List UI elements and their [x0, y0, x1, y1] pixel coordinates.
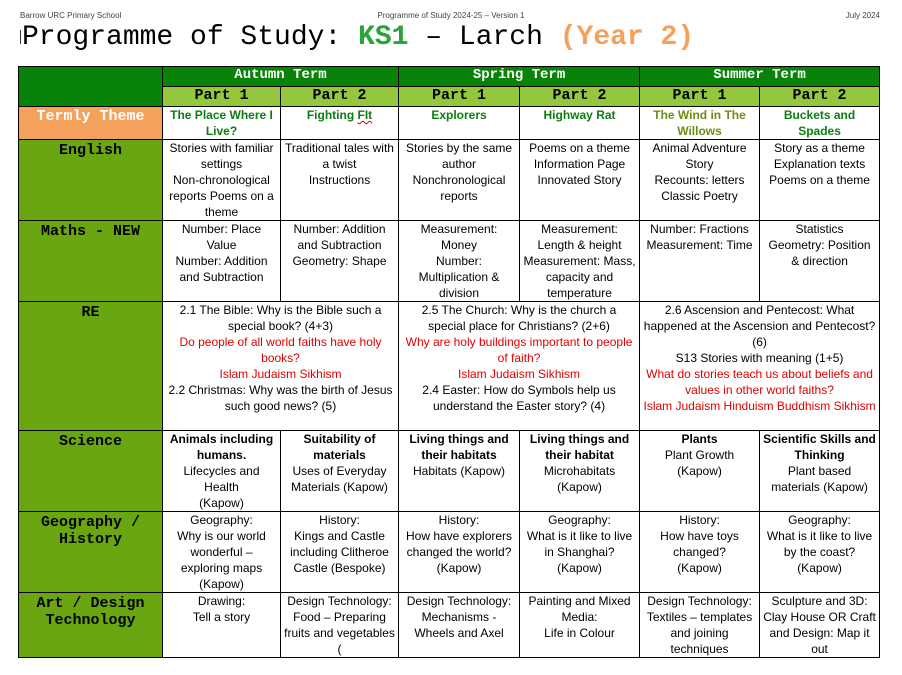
cell-line: Life in Colour	[544, 626, 615, 640]
cell-line: Measurement: Money	[420, 222, 498, 252]
cell-line: Why is our world wonderful – exploring maps	[177, 529, 266, 575]
theme-cell: The Place Where I Live?	[163, 107, 281, 140]
maths-cell	[163, 221, 281, 302]
cell-line: Recounts: letters	[654, 173, 745, 187]
cell-line: Instructions	[308, 173, 371, 187]
cell-line: Geography:	[548, 513, 611, 527]
autumn-term-header: Autumn Term	[163, 67, 399, 87]
text-cursor-icon	[20, 30, 21, 44]
part-header: Part 1	[640, 87, 760, 107]
science-cell	[520, 431, 640, 512]
maths-cell	[520, 221, 640, 302]
cell-line: Classic Poetry	[661, 189, 738, 203]
cell-line: Measurement: Time	[646, 238, 753, 252]
maths-cell	[399, 221, 520, 302]
cell-line: Kings and Castle including Clitheroe Castle (Bespoke)	[290, 529, 389, 575]
english-cell	[520, 140, 640, 221]
cell-line: Number: Addition and Subtraction	[175, 254, 268, 284]
cell-line: 2.1 The Bible: Why is the Bible such a special book? (4+3)	[179, 303, 382, 333]
cell-line: Non-chronological reports Poems on a theme	[169, 173, 274, 219]
theme-cell: Highway Rat	[520, 107, 640, 140]
theme-cell	[281, 107, 399, 140]
school-name: Barrow URC Primary School	[20, 11, 122, 20]
geography-history-cell	[520, 512, 640, 593]
cell-line: Islam Judaism Sikhism	[458, 367, 581, 381]
cell-line: (Kapow)	[557, 480, 602, 494]
cell-line: Design Technology: Mechanisms - Wheels and Axel	[406, 594, 512, 640]
theme-cell: Buckets and Spades	[760, 107, 880, 140]
art-design-row	[19, 593, 880, 658]
geography-history-cell	[163, 512, 281, 593]
part-header: Part 1	[163, 87, 281, 107]
english-cell	[281, 140, 399, 221]
cell-line: Islam Judaism Hinduism Buddhism Sikhism	[643, 399, 876, 413]
cell-line: Suitability of materials	[303, 432, 376, 462]
row-label-theme: Termly Theme	[19, 107, 163, 140]
cell-line: Painting and Mixed Media:	[528, 594, 631, 624]
cell-line: What is it like to live in Shanghai?	[526, 529, 633, 559]
cell-line: Design Technology: Textiles – templates and joining techniques	[646, 594, 753, 656]
science-cell	[281, 431, 399, 512]
summer-term-header: Summer Term	[640, 67, 880, 87]
science-cell	[760, 431, 880, 512]
title-year: (Year 2)	[559, 22, 695, 53]
cell-line: 2.6 Ascension and Pentecost: What happened at the Ascension and Pentecost? (6)	[643, 303, 876, 349]
cell-line: History:	[679, 513, 720, 527]
cell-line: Microhabitats	[543, 464, 616, 478]
cell-line: Living things and their habitat	[529, 432, 630, 462]
cell-line: Scientific Skills and Thinking	[763, 432, 876, 462]
row-label-art-design: Art / Design Technology	[19, 593, 163, 658]
re-row	[19, 302, 880, 431]
science-cell	[640, 431, 760, 512]
art-design-cell	[163, 593, 281, 658]
cell-line: 2.4 Easter: How do Symbols help us understand the Easter story? (4)	[422, 383, 616, 413]
row-label-science: Science	[19, 431, 163, 512]
geography-history-cell	[640, 512, 760, 593]
cell-line: Uses of Everyday Materials (Kapow)	[291, 464, 388, 494]
document-date: July 2024	[845, 11, 880, 20]
cell-line: Number: Multiplication & division	[418, 254, 500, 300]
cell-line: (Kapow)	[199, 577, 244, 591]
title-key-stage: KS1	[358, 22, 409, 53]
cell-line: Lifecycles and Health	[183, 464, 260, 494]
title-class: – Larch	[408, 22, 560, 53]
re-spring-cell	[399, 302, 640, 431]
cell-line: Information Page	[533, 157, 626, 171]
cell-line: (Kapow)	[557, 561, 602, 575]
cell-line: Plant based materials (Kapow)	[771, 464, 868, 494]
title-prefix: Programme of Study:	[22, 22, 359, 53]
cell-line: Geography:	[190, 513, 253, 527]
cell-line: Measurement: Length & height	[537, 222, 622, 252]
maths-cell	[760, 221, 880, 302]
row-label-maths: Maths - NEW	[19, 221, 163, 302]
re-summer-cell	[640, 302, 880, 431]
cell-line: What is it like to live by the coast?	[766, 529, 873, 559]
geography-history-cell	[281, 512, 399, 593]
cell-line: Statistics	[795, 222, 844, 236]
cell-line: History:	[319, 513, 360, 527]
theme-text: Fighting	[306, 108, 358, 122]
cell-line: How have toys changed?	[660, 529, 739, 559]
theme-cell: Explorers	[399, 107, 520, 140]
cell-line: Number: Addition and Subtraction	[293, 222, 386, 252]
cell-line: 2.2 Christmas: Why was the birth of Jesus such good news? (5)	[168, 383, 393, 413]
cell-line: Design Technology: Food – Preparing fruits and vegetables (	[284, 594, 395, 656]
cell-line: What do stories teach us about beliefs and values in other world faiths?	[646, 367, 873, 397]
cell-line: Geometry: Position & direction	[768, 238, 871, 268]
cell-line: Nonchronological reports	[412, 173, 506, 203]
cell-line: 2.5 The Church: Why is the church a special place for Christians? (2+6)	[421, 303, 617, 333]
cell-line: Measurement: Mass, capacity and temperature	[523, 254, 636, 300]
theme-misspelled-word: FIt	[357, 108, 373, 122]
cell-line: Stories with familiar settings	[169, 141, 274, 171]
cell-line: (Kapow)	[677, 464, 722, 478]
english-cell	[640, 140, 760, 221]
part-header: Part 2	[281, 87, 399, 107]
cell-line: (Kapow)	[677, 561, 722, 575]
page-title	[20, 21, 694, 55]
english-row	[19, 140, 880, 221]
maths-row	[19, 221, 880, 302]
re-autumn-cell	[163, 302, 399, 431]
cell-line: Traditional tales with a twist	[285, 141, 394, 171]
cell-line: (Kapow)	[436, 561, 482, 575]
cell-line: (Kapow)	[199, 496, 244, 510]
document-version: Programme of Study 2024-25 – Version 1	[377, 11, 525, 20]
theme-cell: The Wind in The Willows	[640, 107, 760, 140]
science-cell	[163, 431, 281, 512]
cell-line: Plants	[681, 432, 718, 446]
term-header-row	[19, 67, 880, 87]
cell-line: Why are holy buildings important to people of faith?	[405, 335, 633, 365]
cell-line: Innovated Story	[537, 173, 622, 187]
cell-line: How have explorers changed the world?	[405, 529, 513, 559]
geography-history-row	[19, 512, 880, 593]
row-label-english: English	[19, 140, 163, 221]
cell-line: Stories by the same author	[405, 141, 513, 171]
geography-history-cell	[399, 512, 520, 593]
cell-line: Animal Adventure Story	[652, 141, 747, 171]
art-design-cell	[640, 593, 760, 658]
spring-term-header: Spring Term	[399, 67, 640, 87]
science-row	[19, 431, 880, 512]
corner-cell	[19, 67, 163, 107]
science-cell	[399, 431, 520, 512]
cell-line: Geometry: Shape	[292, 254, 387, 268]
cell-line: Number: Fractions	[650, 222, 749, 236]
art-design-cell	[760, 593, 880, 658]
cell-line: Living things and their habitats	[409, 432, 509, 462]
cell-line: Animals including humans.	[169, 432, 274, 462]
cell-line: Number: Place Value	[181, 222, 262, 252]
english-cell	[163, 140, 281, 221]
cell-line: Do people of all world faiths have holy books?	[179, 335, 382, 365]
maths-cell	[640, 221, 760, 302]
programme-table	[18, 66, 880, 658]
part-header: Part 2	[520, 87, 640, 107]
cell-line: Poems on a theme	[769, 173, 870, 187]
cell-line: Story as a theme	[774, 141, 865, 155]
maths-cell	[281, 221, 399, 302]
cell-line: Geography:	[788, 513, 851, 527]
english-cell	[399, 140, 520, 221]
cell-line: (Kapow)	[797, 561, 842, 575]
row-label-geography-history: Geography / History	[19, 512, 163, 593]
cell-line: Drawing:	[197, 594, 246, 608]
cell-line: Explanation texts	[773, 157, 866, 171]
cell-line: Poems on a theme	[529, 141, 630, 155]
part-header: Part 1	[399, 87, 520, 107]
cell-line: Habitats (Kapow)	[412, 464, 506, 478]
cell-line: Sculpture and 3D: Clay House OR Craft and Design: Map it out	[763, 594, 876, 656]
geography-history-cell	[760, 512, 880, 593]
part-header: Part 2	[760, 87, 880, 107]
cell-line: S13 Stories with meaning (1+5)	[675, 351, 844, 365]
cell-line: Tell a story	[192, 610, 251, 624]
art-design-cell	[399, 593, 520, 658]
cell-line: Plant Growth	[664, 448, 735, 462]
english-cell	[760, 140, 880, 221]
art-design-cell	[281, 593, 399, 658]
art-design-cell	[520, 593, 640, 658]
theme-row	[19, 107, 880, 140]
cell-line: Islam Judaism Sikhism	[219, 367, 342, 381]
row-label-re: RE	[19, 302, 163, 431]
cell-line: History:	[438, 513, 480, 527]
